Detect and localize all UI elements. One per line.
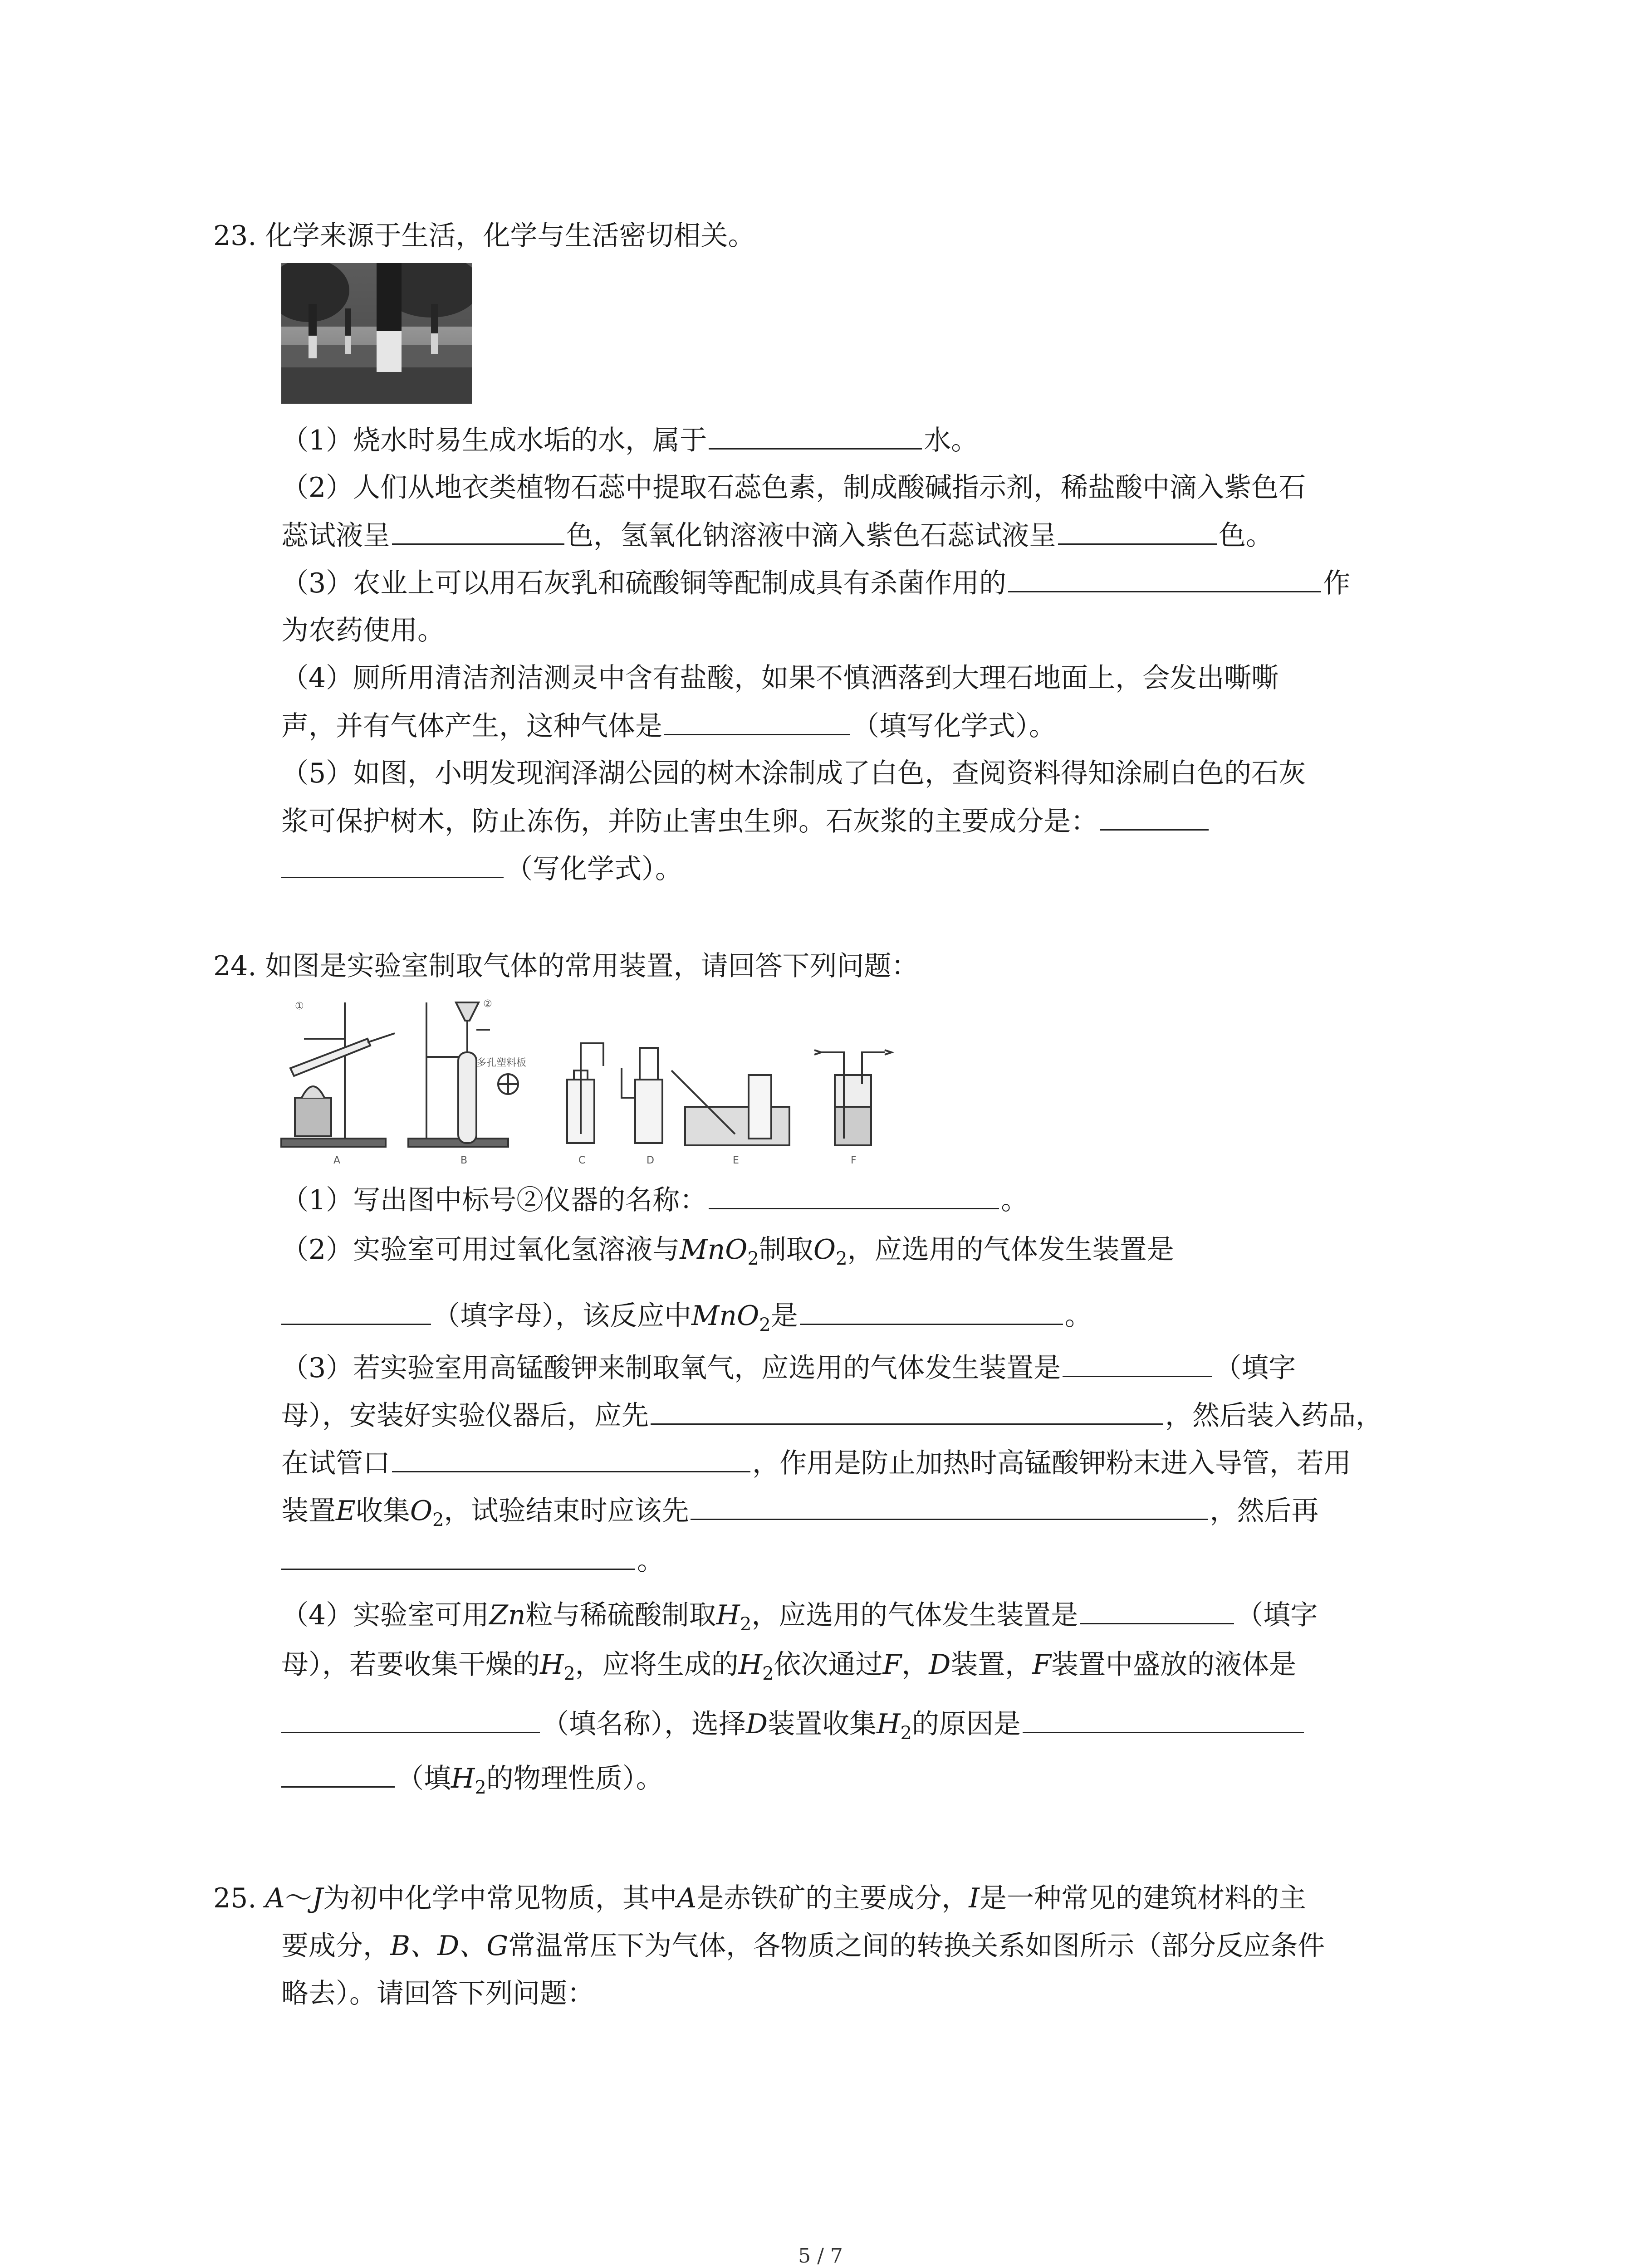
formula: H (738, 1649, 763, 1681)
subscript: 2 (740, 1614, 752, 1635)
device-letter: D (746, 1708, 768, 1740)
text: 的原因是 (911, 1708, 1021, 1740)
answer-blank[interactable] (1063, 1349, 1212, 1377)
device-letter: F (882, 1649, 902, 1681)
q24-stem: 24. 如图是实验室制取气体的常用装置，请回答下列问题： (213, 950, 919, 982)
answer-blank[interactable] (1080, 1597, 1234, 1624)
text: （1）烧水时易生成水垢的水，属于 (281, 425, 707, 456)
q23-sub3-line2: 为农药使用。 (281, 615, 445, 646)
text: （填名称），选择 (542, 1708, 746, 1740)
subscript: 2 (563, 1663, 575, 1684)
text: 。 (637, 1545, 664, 1577)
answer-blank[interactable] (1058, 517, 1217, 545)
text: 。 (1001, 1184, 1029, 1216)
q23-sub5-line3 (281, 850, 682, 887)
subscript: 2 (432, 1510, 444, 1530)
fig-label-f: F (851, 1155, 857, 1166)
text: 装置收集 (768, 1708, 877, 1740)
text: ～ (284, 1882, 312, 1914)
formula: Zn (489, 1599, 526, 1631)
text: 粒与稀硫酸制取 (525, 1599, 716, 1631)
answer-blank[interactable] (281, 850, 504, 878)
q24-sub3-line1 (281, 1349, 1296, 1386)
formula: O (410, 1495, 433, 1527)
answer-blank[interactable] (1008, 565, 1321, 592)
formula: H (451, 1763, 475, 1794)
text: 是赤铁矿的主要成分， (696, 1882, 969, 1914)
fig-label-d: D (647, 1155, 654, 1166)
substance-letter: A (265, 1882, 285, 1914)
q25-line1 (213, 1880, 1306, 1916)
q24-sub3-line4 (281, 1492, 1318, 1538)
text: 色，氢氧化钠溶液中滴入紫色石蕊试液呈 (566, 520, 1056, 552)
text: （2）实验室可用过氧化氢溶液与 (281, 1234, 680, 1266)
answer-blank[interactable] (651, 1397, 1163, 1425)
q24-sub3-line3 (281, 1445, 1351, 1481)
text: 作 (1323, 567, 1351, 599)
tree-photo (281, 263, 472, 404)
fig-label-a: A (333, 1155, 341, 1166)
answer-blank[interactable] (392, 1445, 750, 1472)
answer-blank[interactable] (281, 1760, 395, 1788)
text: 水。 (924, 425, 979, 456)
text: 为初中化学中常见物质，其中 (323, 1882, 677, 1914)
fig-label-c: C (578, 1155, 586, 1166)
text: ，应选用的气体发生装置是 (847, 1234, 1174, 1266)
device-letter: D (929, 1649, 951, 1681)
text: 是一种常见的建筑材料的主 (979, 1882, 1306, 1914)
subscript: 2 (747, 1248, 759, 1269)
q24-sub4-line4 (281, 1760, 663, 1806)
device-letter: F (1032, 1649, 1051, 1681)
text: 收集 (355, 1495, 410, 1527)
q24-sub2-line2 (281, 1297, 1092, 1343)
text: 制取 (759, 1234, 813, 1266)
formula: O (813, 1234, 836, 1266)
text: 浆可保护树木，防止冻伤，并防止害虫生卵。石灰浆的主要成分是： (281, 806, 1098, 837)
q24-sub3-line2 (281, 1397, 1383, 1434)
text: ，作用是防止加热时高锰酸钾粉末进入导管，若用 (752, 1447, 1351, 1479)
text: （填写化学式）。 (852, 710, 1056, 742)
q24-sub4-line3 (281, 1706, 1306, 1751)
text: （填字 (1214, 1352, 1296, 1384)
fig-label-2: ② (483, 998, 492, 1010)
formula: MnO (680, 1234, 748, 1266)
q23-sub4-line2 (281, 708, 1056, 744)
q23-sub1 (281, 422, 978, 459)
device-letter: E (336, 1495, 356, 1527)
fig-label-1: ① (295, 1001, 304, 1012)
text: 蕊试液呈 (281, 520, 390, 552)
text: 在试管口 (281, 1447, 390, 1479)
text: （填字 (1236, 1599, 1318, 1631)
text: 声，并有气体产生，这种气体是 (281, 710, 662, 742)
q25-line3: 略去）。请回答下列问题： (281, 1978, 594, 2009)
answer-blank[interactable] (709, 1182, 999, 1209)
formula: H (716, 1599, 740, 1631)
text: 装置 (281, 1495, 336, 1527)
text: 。 (1064, 1300, 1092, 1332)
subscript: 2 (475, 1777, 486, 1798)
fig-label-plate: 多孔塑料板 (476, 1057, 527, 1069)
answer-blank[interactable] (281, 1542, 635, 1570)
text: ，然后装入药品， (1165, 1400, 1383, 1432)
text: （3）若实验室用高锰酸钾来制取氧气，应选用的气体发生装置是 (281, 1352, 1061, 1384)
text: 是 (770, 1300, 798, 1332)
q25-line2 (281, 1928, 1325, 1964)
q23-sub5-line1: （5）如图，小明发现润泽湖公园的树木涂制成了白色，查阅资料得知涂刷白色的石灰 (281, 758, 1306, 789)
formula: H (540, 1649, 564, 1681)
formula: MnO (691, 1300, 759, 1332)
answer-blank[interactable] (664, 708, 850, 735)
answer-blank[interactable] (800, 1297, 1063, 1325)
text: （填 (397, 1763, 451, 1794)
text: （1）写出图中标号②仪器的名称： (281, 1184, 707, 1216)
page-number: 5 / 7 (798, 2244, 843, 2268)
text: 装置， (950, 1649, 1033, 1681)
text: （4）实验室可用 (281, 1599, 490, 1631)
answer-blank[interactable] (1100, 803, 1209, 831)
text: 母），安装好实验仪器后，应先 (281, 1400, 649, 1432)
answer-blank[interactable] (392, 517, 564, 545)
answer-blank[interactable] (691, 1492, 1208, 1520)
formula: H (877, 1708, 901, 1740)
substance-letter: J (312, 1882, 323, 1914)
q23-sub3-line1 (281, 565, 1350, 601)
text: ，应选用的气体发生装置是 (751, 1599, 1078, 1631)
substance-letter: I (969, 1882, 980, 1914)
text: ，然后再 (1210, 1495, 1319, 1527)
text: 装置中盛放的液体是 (1051, 1649, 1296, 1681)
text: 要成分， (281, 1930, 390, 1962)
subscript: 2 (900, 1723, 912, 1744)
subscript: 2 (759, 1315, 771, 1335)
substance-letter: A (676, 1882, 697, 1914)
apparatus-figure (277, 989, 903, 1166)
text: 25. (213, 1882, 265, 1914)
text: ，应将生成的 (575, 1649, 739, 1681)
subscript: 2 (836, 1248, 847, 1269)
text: 依次通过 (774, 1649, 883, 1681)
text: （写化学式）。 (505, 853, 682, 885)
q24-sub4-line1 (281, 1597, 1318, 1642)
q23-sub5-line2 (281, 803, 1210, 840)
text: ，试验结束时应该先 (444, 1495, 689, 1527)
text: 母），若要收集干燥的 (281, 1649, 540, 1681)
q24-sub3-line5 (281, 1542, 664, 1579)
substance-letters: B、D、G (390, 1930, 509, 1962)
q23-sub2-line1: （2）人们从地衣类植物石蕊中提取石蕊色素，制成酸碱指示剂，稀盐酸中滴入紫色石 (281, 472, 1306, 503)
q23-stem: 23. 化学来源于生活，化学与生活密切相关。 (213, 220, 755, 252)
fig-label-b: B (460, 1155, 468, 1166)
q23-sub4-line1: （4）厕所用清洁剂洁测灵中含有盐酸，如果不慎洒落到大理石地面上，会发出嘶嘶 (281, 662, 1279, 694)
text: （填字母），该反应中 (433, 1300, 691, 1332)
q24-sub4-line2 (281, 1647, 1296, 1692)
text: （3）农业上可以用石灰乳和硫酸铜等配制成具有杀菌作用的 (281, 567, 1007, 599)
q24-sub2-line1 (281, 1232, 1174, 1277)
fig-label-e: E (733, 1155, 739, 1166)
answer-blank[interactable] (1023, 1706, 1304, 1733)
text: ， (901, 1649, 929, 1681)
subscript: 2 (762, 1663, 774, 1684)
text: 色。 (1219, 520, 1273, 552)
answer-blank[interactable] (709, 422, 922, 450)
q23-sub2-line2 (281, 517, 1273, 554)
text: 的物理性质）。 (486, 1763, 663, 1794)
q24-sub1 (281, 1182, 1028, 1218)
text: 常温常压下为气体，各物质之间的转换关系如图所示（部分反应条件 (508, 1930, 1325, 1962)
answer-blank[interactable] (281, 1706, 540, 1733)
answer-blank[interactable] (281, 1297, 431, 1325)
